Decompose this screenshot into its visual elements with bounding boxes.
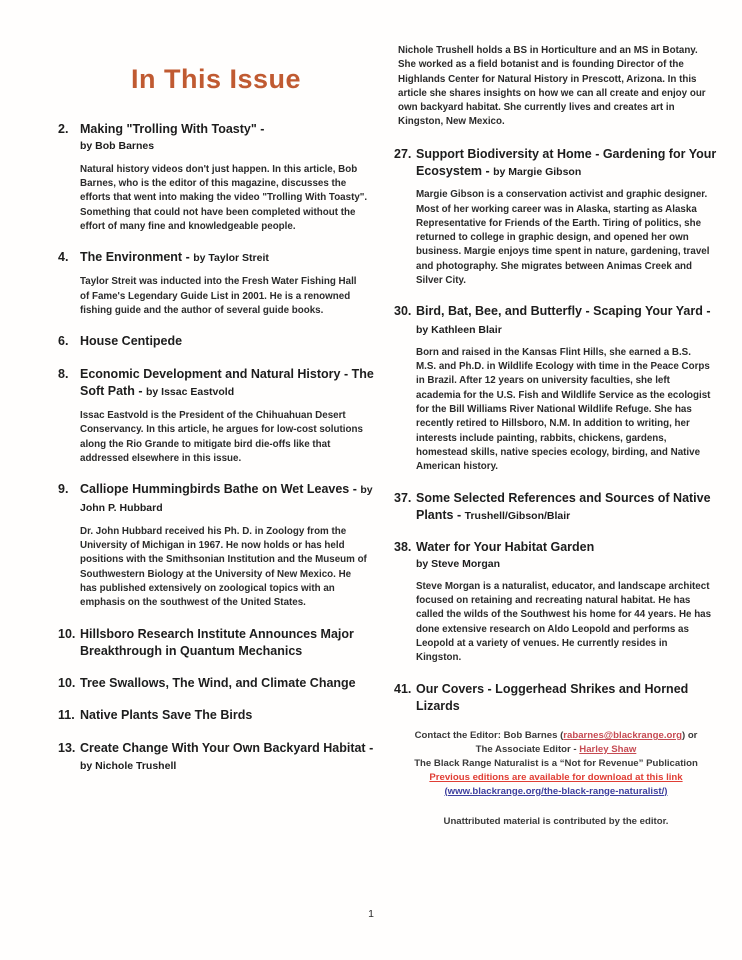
item-number: 37. xyxy=(394,490,412,505)
item-byline: by Margie Gibson xyxy=(493,166,582,179)
item-title: Hillsboro Research Institute Announces Major Breakthrough in Quantum Mechanics xyxy=(80,626,354,658)
item-byline: by Nichole Trushell xyxy=(80,759,177,772)
item-title: Economic Development and Natural History - The Soft Path - xyxy=(80,366,374,398)
page-number: 1 xyxy=(368,908,374,920)
left-column xyxy=(58,52,374,784)
item-description: Margie Gibson is a conservation activist and graphic designer. Most of her working career was in Alaska, starting as Alaska Representative for Friends of the Earth. Tiring of politics, she returned to college in graphic design, and opened her own business. Margie enjoys time spent in nature, gardening, travel and photography. She migrates between Animas Creek and Silver City. xyxy=(416,189,710,287)
item-title: Native Plants Save The Birds xyxy=(80,708,253,723)
toc-item-4 xyxy=(58,249,374,318)
item-description: Issac Eastvold is the President of the Chihuahuan Desert Conservancy. In this article, he argues for low-cost solutions along the Rio Grande to mitigate bird die-offs like that addressed elsewhere in this issue. xyxy=(80,410,363,464)
item-title: Some Selected References and Sources of Native Plants - xyxy=(416,490,711,522)
item-number: 13. xyxy=(58,740,76,755)
toc-item-27 xyxy=(394,146,718,289)
item-title: Bird, Bat, Bee, and Butterfly - Scaping Your Yard - xyxy=(416,304,711,319)
item-byline: by Taylor Streit xyxy=(193,252,269,265)
toc-item-10-swallows xyxy=(58,675,374,692)
item-number: 4. xyxy=(58,250,69,265)
item-number: 10. xyxy=(58,676,76,691)
item-number: 41. xyxy=(394,681,412,696)
item-byline: by John P. Hubbard xyxy=(80,484,373,514)
toc-item-37 xyxy=(394,490,718,525)
contact-suffix-text: ) or xyxy=(681,730,698,742)
item-number: 10. xyxy=(58,626,76,641)
toc-item-6 xyxy=(58,333,374,350)
toc-item-38 xyxy=(394,539,718,666)
toc-item-13 xyxy=(58,740,374,775)
right-column xyxy=(394,44,718,828)
item-number: 8. xyxy=(58,366,69,381)
toc-item-9 xyxy=(58,481,374,610)
item-number: 11. xyxy=(58,708,75,723)
toc-item-11 xyxy=(58,707,374,724)
page-title: In This Issue xyxy=(130,64,302,94)
item-title: Calliope Hummingbirds Bathe on Wet Leaves - xyxy=(80,482,357,497)
contact-footer xyxy=(394,729,718,828)
item-byline: by Steve Morgan xyxy=(416,558,501,571)
item-title: Making "Trolling With Toasty" - xyxy=(80,122,265,136)
unattributed-note: Unattributed material is contributed by the editor. xyxy=(443,815,669,827)
toc-item-8 xyxy=(58,366,374,467)
item-title: Support Biodiversity at Home - Gardening for Your Ecosystem - xyxy=(416,146,717,179)
contact-prefix-text: Contact the Editor: Bob Barnes ( xyxy=(414,730,564,742)
item-number: 2. xyxy=(58,122,69,136)
item-number: 30. xyxy=(394,304,412,319)
toc-item-2 xyxy=(58,121,374,234)
associate-editor-link[interactable]: Harley Shaw xyxy=(579,743,637,755)
item-number: 38. xyxy=(394,540,412,555)
publication-line: The Black Range Naturalist is a “Not for Revenue” Publication xyxy=(414,757,698,769)
item-title: Tree Swallows, The Wind, and Climate Change xyxy=(80,676,356,691)
toc-item-30 xyxy=(394,303,718,474)
contact-editor-line xyxy=(394,729,718,743)
item-title: House Centipede xyxy=(80,334,183,349)
item-title: The Environment - xyxy=(80,250,190,265)
toc-item-41 xyxy=(394,681,718,716)
item-title: Create Change With Your Own Backyard Habitat - xyxy=(80,740,374,755)
editor-email-link[interactable]: rabarnes@blackrange.org xyxy=(563,730,682,742)
item-description: Born and raised in the Kansas Flint Hills, she earned a B.S. M.S. and Ph.D. in Wildlife Ecology with time in the Peace Corps in Brazil. After 12 years on university faculties, she left academia for the U.S. Fish and Wildlife Service as the ecologist for the Bill Williams River National Wildlife Refuge. She has recently retired to Hillsboro, N.M. In addition to writing, her interests include painting, rabbits, chickens, gardens, homestead skills, native species ecology, birding, and Native American history. xyxy=(416,346,711,473)
item-title: Water for Your Habitat Garden xyxy=(416,540,595,555)
toc-item-10-hillsboro xyxy=(58,626,374,661)
item-description: Dr. John Hubbard received his Ph. D. in Zoology from the University of Michigan in 1967. He now holds or has held positions with the Smithsonian Institution and the Museum of Southwestern Biology at the University of New Mexico. He has published extensively on zoological topics with an emphasis on the southwest of the United States. xyxy=(80,525,367,609)
item-number: 27. xyxy=(394,146,412,161)
associate-editor-line xyxy=(394,743,718,757)
associate-prefix-text: The Associate Editor - xyxy=(475,743,580,755)
item-title: Our Covers - Loggerhead Shrikes and Horned Lizards xyxy=(416,681,689,713)
item-number: 6. xyxy=(58,334,69,349)
item-byline: by Issac Eastvold xyxy=(145,385,235,398)
item-description: Taylor Streit was inducted into the Fresh Water Fishing Hall of Fame's Legendary Guide List in 2001. He is a renowned fishing guide and the author of several guide books. xyxy=(80,276,357,317)
download-link[interactable]: Previous editions are available for download at this link xyxy=(429,771,683,783)
item-byline: by Kathleen Blair xyxy=(416,323,502,336)
item-description: Natural history videos don't just happen. In this article, Bob Barnes, who is the editor of this magazine, discusses the efforts that went into making the video "Trolling With Toasty". Something that could not have been completed without the effort of many fine and knowledgeable people. xyxy=(80,163,368,232)
item-byline: by Bob Barnes xyxy=(80,140,155,153)
item-number: 9. xyxy=(58,482,69,497)
trushell-bio-continuation: Nichole Trushell holds a BS in Horticulture and an MS in Botany. She worked as a field botanist and is founding Director of the Highlands Center for Natural History in Prescott, Arizona. In this article she shares insights on how we can all create and enjoy our own backyard habitat. She currently lives and creates art in Kingston, New Mexico. xyxy=(398,45,706,128)
item-description: Steve Morgan is a naturalist, educator, and landscape architect focused on retaining and recreating natural habitat. He has called the wilds of the Southwest his home for 44 years. He has done extensive research on Aldo Leopold and performs as Leopold at a variety of venues. He currently resides in Kingston. xyxy=(416,580,712,664)
item-byline: Trushell/Gibson/Blair xyxy=(464,509,571,522)
website-url-link[interactable]: (www.blackrange.org/the-black-range-naturalist/) xyxy=(444,785,668,797)
